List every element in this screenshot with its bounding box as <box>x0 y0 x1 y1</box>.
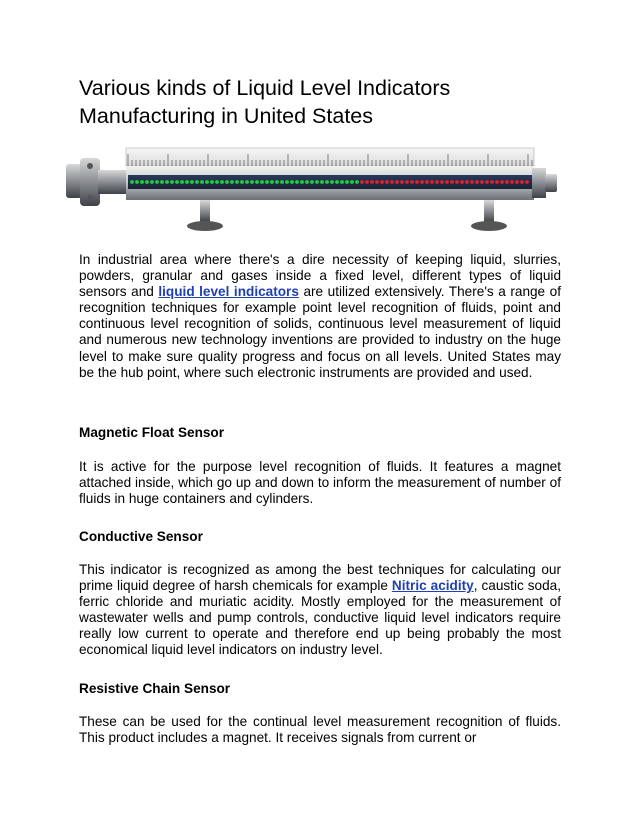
liquid-level-indicator-image <box>62 128 562 240</box>
conductive-text-after-link: , caustic soda, ferric chloride and muriatic acidity. Mostly employed for the measurement of wastewater wells and pump controls, conductive liquid level indicators require really low current to operate and therefore end up being probably the most economical liquid level indicators on industry level. <box>79 578 561 658</box>
conductive-text-before-link: This indicator is recognized as among the best techniques for calculating our prime liquid degree of harsh chemicals for example <box>79 562 561 594</box>
section-heading-conductive: Conductive Sensor <box>79 529 203 544</box>
title-line-1: Various kinds of Liquid Level Indicators <box>79 76 451 100</box>
intro-text-before-link: In industrial area where there's a dire necessity of keeping liquid, slurries, powders, granular and gases inside a fixed level, different types of liquid sensors and <box>79 252 561 300</box>
section-text-resistive-chain: These can be used for the continual level measurement recognition of fluids. This product includes a magnet. It receives signals from current or <box>79 714 561 746</box>
liquid-level-indicators-link[interactable]: liquid level indicators <box>158 284 299 300</box>
section-heading-magnetic-float: Magnetic Float Sensor <box>79 425 225 440</box>
intro-text-after-link: are utilized extensively. There's a range of recognition techniques for example point level recognition of fluids, point and continuous level recognition of solids, continuous level measurement of liquid and numerous new technology inventions are provided to industry on the huge level to make sure quality progress and focus on all levels. United States may be the hub point, where such electronic instruments are provided and used. <box>79 284 561 380</box>
nitric-acidity-link[interactable]: Nitric acidity <box>391 578 474 594</box>
intro-paragraph <box>79 252 561 381</box>
title-line-2: Manufacturing in United States <box>79 104 373 128</box>
section-text-conductive <box>79 562 561 659</box>
section-text-magnetic-float: It is active for the purpose level recognition of fluids. It features a magnet attached inside, which go up and down to inform the measurement of number of fluids in huge containers and cylinders. <box>79 459 561 507</box>
page-title <box>79 74 579 130</box>
section-heading-resistive-chain: Resistive Chain Sensor <box>79 681 231 696</box>
